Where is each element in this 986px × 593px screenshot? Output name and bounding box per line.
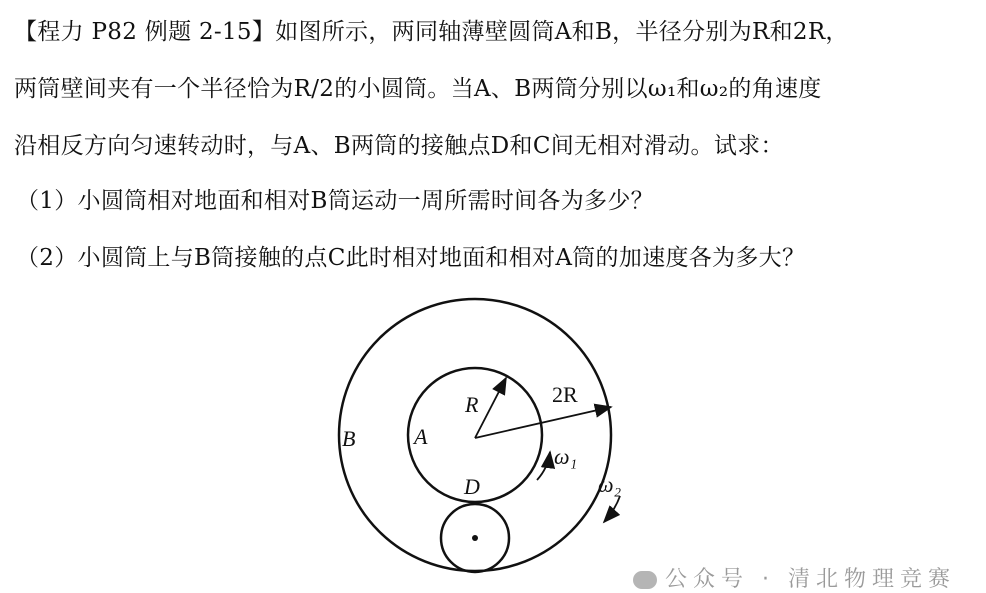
- label-omega2: ω₂: [598, 472, 622, 497]
- label-a: A: [414, 424, 428, 449]
- label-b: B: [342, 426, 356, 451]
- label-omega1: ω₁: [554, 444, 578, 469]
- label-r: R: [465, 392, 479, 417]
- question-2: （2）小圆筒上与B筒接触的点C此时相对地面和相对A筒的加速度各为多大？: [16, 245, 806, 271]
- small-cylinder-center: [472, 535, 478, 541]
- problem-line-1: [14, 21, 979, 44]
- radius-r-arrow: [475, 378, 506, 438]
- problem-line-1-text: 如图所示，两同轴薄壁圆筒A和B，半径分别为R和2R，: [275, 19, 849, 45]
- problem-line-3: 沿相反方向匀速转动时，与A、B两筒的接触点D和C间无相对滑动。试求：: [14, 133, 784, 159]
- question-1: （1）小圆筒相对地面和相对B筒运动一周所需时间各为多少？: [16, 188, 654, 214]
- problem-source: 【程力 P82 例题 2-15】: [14, 19, 276, 45]
- cylinder-diagram: [330, 286, 630, 578]
- problem-line-2: 两筒壁间夹有一个半径恰为R/2的小圆筒。当A、B两筒分别以ω₁和ω₂的角速度: [14, 76, 822, 102]
- watermark-text: 公众号 · 清北物理竞赛: [665, 567, 956, 592]
- label-d: D: [464, 474, 480, 499]
- omega2-arrow: [604, 496, 620, 522]
- wechat-icon: [633, 571, 657, 589]
- label-2r: 2R: [552, 382, 578, 407]
- outer-cylinder-b: [339, 299, 611, 571]
